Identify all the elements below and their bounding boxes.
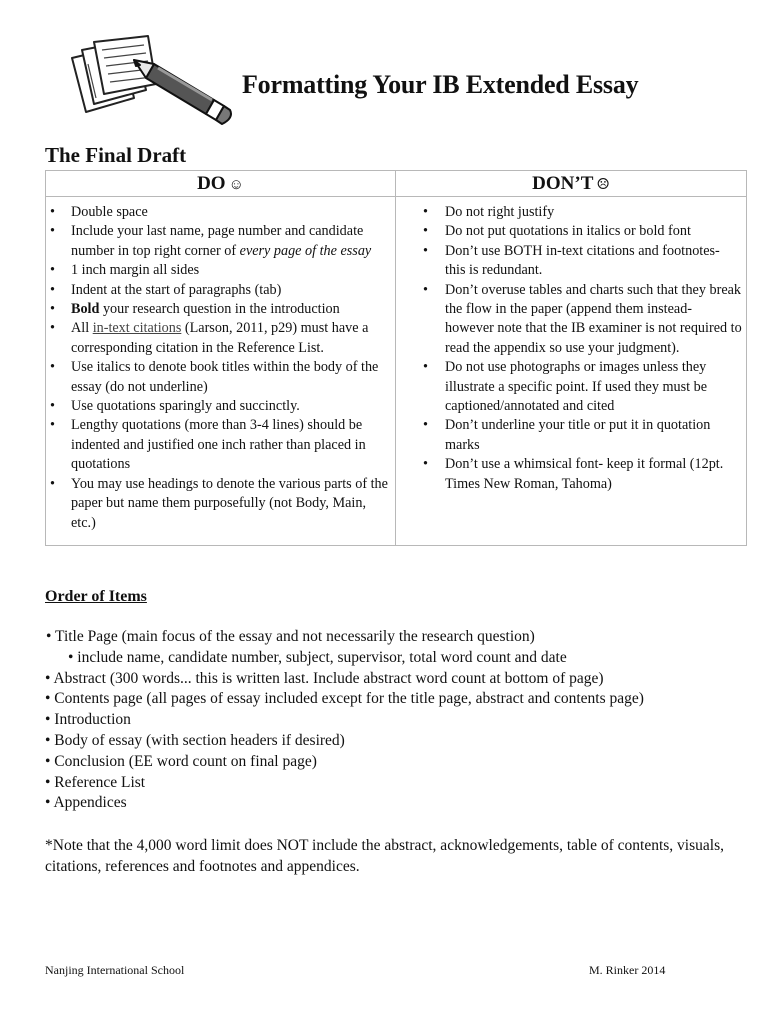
word-limit-note: *Note that the 4,000 word limit does NOT include the abstract, acknowledgements, table of contents, visuals, citations, references and footnotes and appendices. [45, 837, 724, 875]
dont-list [396, 203, 746, 494]
order-item: • Reference List [45, 773, 146, 791]
dont-header-label: DON’T [532, 172, 594, 194]
dont-item: • Don’t underline your title or put it in quotation marks [396, 416, 746, 455]
papers-and-pencil-clipart [64, 28, 234, 130]
order-of-items-heading: Order of Items [45, 588, 147, 605]
dont-item: • Don’t use BOTH in-text citations and footnotes- this is redundant. [396, 242, 746, 281]
do-header-label: DO [197, 172, 226, 194]
section-title: The Final Draft [45, 143, 187, 167]
do-column-header [46, 171, 396, 197]
do-item: • Lengthy quotations (more than 3-4 lines) should be indented and justified one inch rather than placed in quotations [46, 416, 395, 474]
order-item: • Contents page (all pages of essay included except for the title page, abstract and contents page) [45, 690, 644, 708]
order-item: • Abstract (300 words... this is written last. Include abstract word count at bottom of page) [45, 669, 604, 687]
do-column [46, 197, 396, 546]
do-item: • Double space [46, 203, 395, 222]
do-item: • You may use headings to denote the various parts of the paper but name them purposefully (not Body, Main, etc.) [46, 475, 395, 533]
order-item: • Conclusion (EE word count on final page) [45, 752, 317, 770]
do-list [46, 203, 395, 533]
do-item: • 1 inch margin all sides [46, 261, 395, 280]
frown-face-icon: ☹ [596, 176, 610, 193]
do-item: • All in-text citations (Larson, 2011, p29) must have a corresponding citation in the Reference List. [46, 319, 395, 358]
dont-column [396, 197, 747, 546]
order-of-items-list [45, 627, 745, 814]
dont-item: • Do not use photographs or images unless they illustrate a specific point. If used they must be captioned/annotated and cited [396, 358, 746, 416]
document-title: Formatting Your IB Extended Essay [242, 70, 639, 99]
in-text-citations-link[interactable]: in-text citations [92, 320, 182, 337]
order-item: • Title Page (main focus of the essay and not necessarily the research question) [46, 628, 535, 645]
order-item: • Body of essay (with section headers if desired) [45, 731, 345, 749]
do-item: • Bold your research question in the introduction [46, 300, 395, 319]
do-dont-table [45, 170, 747, 546]
do-item: • Use quotations sparingly and succinctly. [46, 397, 395, 416]
dont-item: • Do not put quotations in italics or bold font [396, 222, 746, 241]
dont-item: • Do not right justify [396, 203, 746, 222]
dont-item: • Don’t use a whimsical font- keep it formal (12pt. Times New Roman, Tahoma) [396, 455, 746, 494]
order-subitem: • include name, candidate number, subject, supervisor, total word count and date [68, 648, 567, 666]
footer-author: M. Rinker 2014 [589, 963, 666, 977]
footer-school: Nanjing International School [45, 963, 185, 977]
dont-item: • Don’t overuse tables and charts such that they break the flow in the paper (append them instead- however note that the IB examiner is not required to read the appendix so use your judgment). [396, 281, 746, 359]
order-item: • Appendices [45, 794, 127, 812]
do-item: • Indent at the start of paragraphs (tab) [46, 281, 395, 300]
order-item: • Introduction [45, 711, 131, 729]
do-item: • Use italics to denote book titles within the body of the essay (do not underline) [46, 358, 395, 397]
do-item: • Include your last name, page number and candidate number in top right corner of every page of the essay [46, 222, 395, 261]
smiley-face-icon: ☺ [228, 176, 244, 193]
dont-column-header [396, 171, 747, 197]
